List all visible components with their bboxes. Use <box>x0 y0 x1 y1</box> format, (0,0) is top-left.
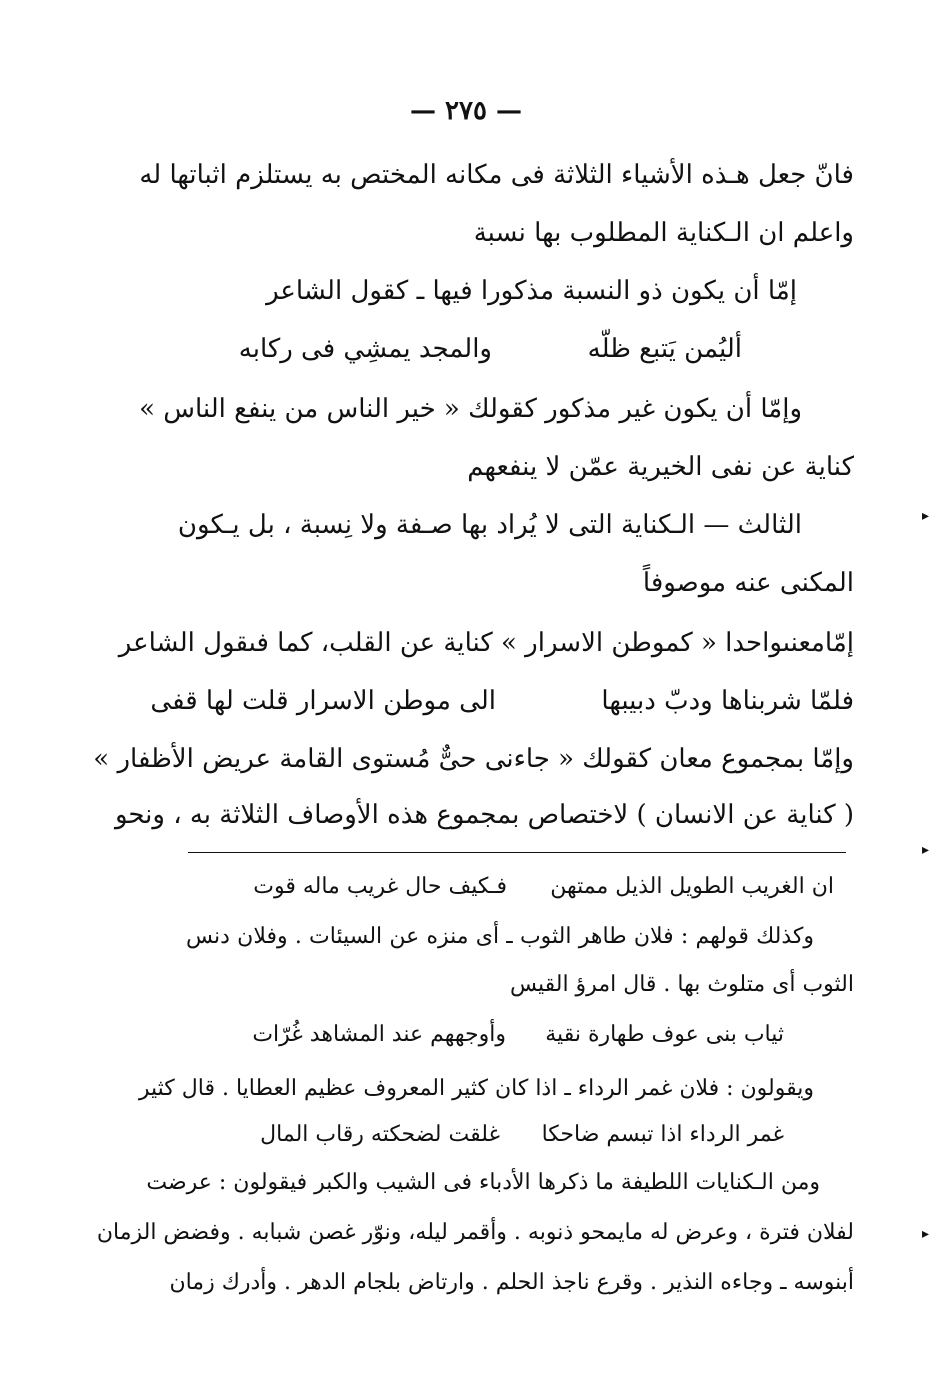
main-line-6: الثالث — الـكناية التى لا يُراد بها صـفة ولا نِسبة ، بل يـكون <box>177 510 802 540</box>
edge-mark-2: ▸ <box>922 842 930 858</box>
main-line-8: إمّامعنىواحدا « كموطن الاسرار » كناية عن القلب، كما فىقول الشاعر <box>118 628 854 658</box>
footnote-verse-3-first-hemistich: غمر الرداء اذا تبسم ضاحكا <box>541 1122 784 1147</box>
footnote-line-2: الثوب أى متلوث بها . قال امرؤ القيس <box>509 972 854 997</box>
footnote-verse-2-first-hemistich: ثياب بنى عوف طهارة نقية <box>545 1022 784 1047</box>
footnote-verse-2-second-hemistich: وأوجههم عند المشاهد غُرّات <box>252 1022 506 1047</box>
verse-2-second-hemistich: الى موطن الاسرار قلت لها قفى <box>150 686 496 716</box>
main-line-3: إمّا أن يكون ذو النسبة مذكورا فيها ـ كقول الشاعر <box>266 276 797 306</box>
main-line-9: وإمّا بمجموع معان كقولك « جاءنى حىٌّ مُستوى القامة عريض الأظفار » <box>93 744 854 774</box>
footnote-verse-3-second-hemistich: غلقت لضحكته رقاب المال <box>260 1122 500 1147</box>
footnote-line-1: وكذلك قولهم : فلان طاهر الثوب ـ أى منزه عن السيئات . وفلان دنس <box>186 924 814 949</box>
main-line-4: وإمّا أن يكون غير مذكور كقولك « خير الناس من ينفع الناس » <box>139 394 802 424</box>
verse-1-second-hemistich: والمجد يمشِي فى ركابه <box>238 334 492 364</box>
footnote-line-5: لفلان فترة ، وعرض له مايمحو ذنوبه . وأقمر ليله، ونوّر غصن شبابه . وفضض الزمان <box>96 1220 854 1245</box>
verse-1-first-hemistich: أليُمن يَتبع ظلّه <box>587 334 742 364</box>
footnote-verse-1-first-hemistich: ان الغريب الطويل الذيل ممتهن <box>550 874 834 899</box>
footnote-line-6: أبنوسه ـ وجاءه النذير . وقرع ناجذ الحلم . وارتاض بلجام الدهر . وأدرك زمان <box>169 1270 854 1295</box>
main-line-10: ( كناية عن الانسان ) لاختصاص بمجموع هذه الأوصاف الثلاثة به ، ونحو <box>114 800 854 830</box>
main-line-1: فانّ جعل هـذه الأشياء الثلاثة فى مكانه المختص به يستلزم اثباتها له <box>139 160 854 190</box>
page-number: — ٢٧٥ — <box>409 96 523 126</box>
edge-mark-1: ▸ <box>922 508 930 524</box>
main-line-5: كناية عن نفى الخيرية عمّن لا ينفعهم <box>467 452 854 482</box>
footnote-line-4: ومن الـكنايات اللطيفة ما ذكرها الأدباء فى الشيب والكبر فيقولون : عرضت <box>146 1170 820 1195</box>
main-line-7: المكنى عنه موصوفاً <box>642 568 854 598</box>
main-line-2: واعلم ان الـكناية المطلوب بها نسبة <box>473 218 854 248</box>
edge-mark-3: ▸ <box>922 1226 930 1242</box>
footnote-verse-1-second-hemistich: فـكيف حال غريب ماله قوت <box>253 874 507 899</box>
footnote-separator <box>188 852 846 853</box>
verse-2-first-hemistich: فلمّا شربناها ودبّ دبيبها <box>601 686 854 716</box>
footnote-line-3: ويقولون : فلان غمر الرداء ـ اذا كان كثير المعروف عظيم العطايا . قال كثير <box>138 1076 814 1101</box>
